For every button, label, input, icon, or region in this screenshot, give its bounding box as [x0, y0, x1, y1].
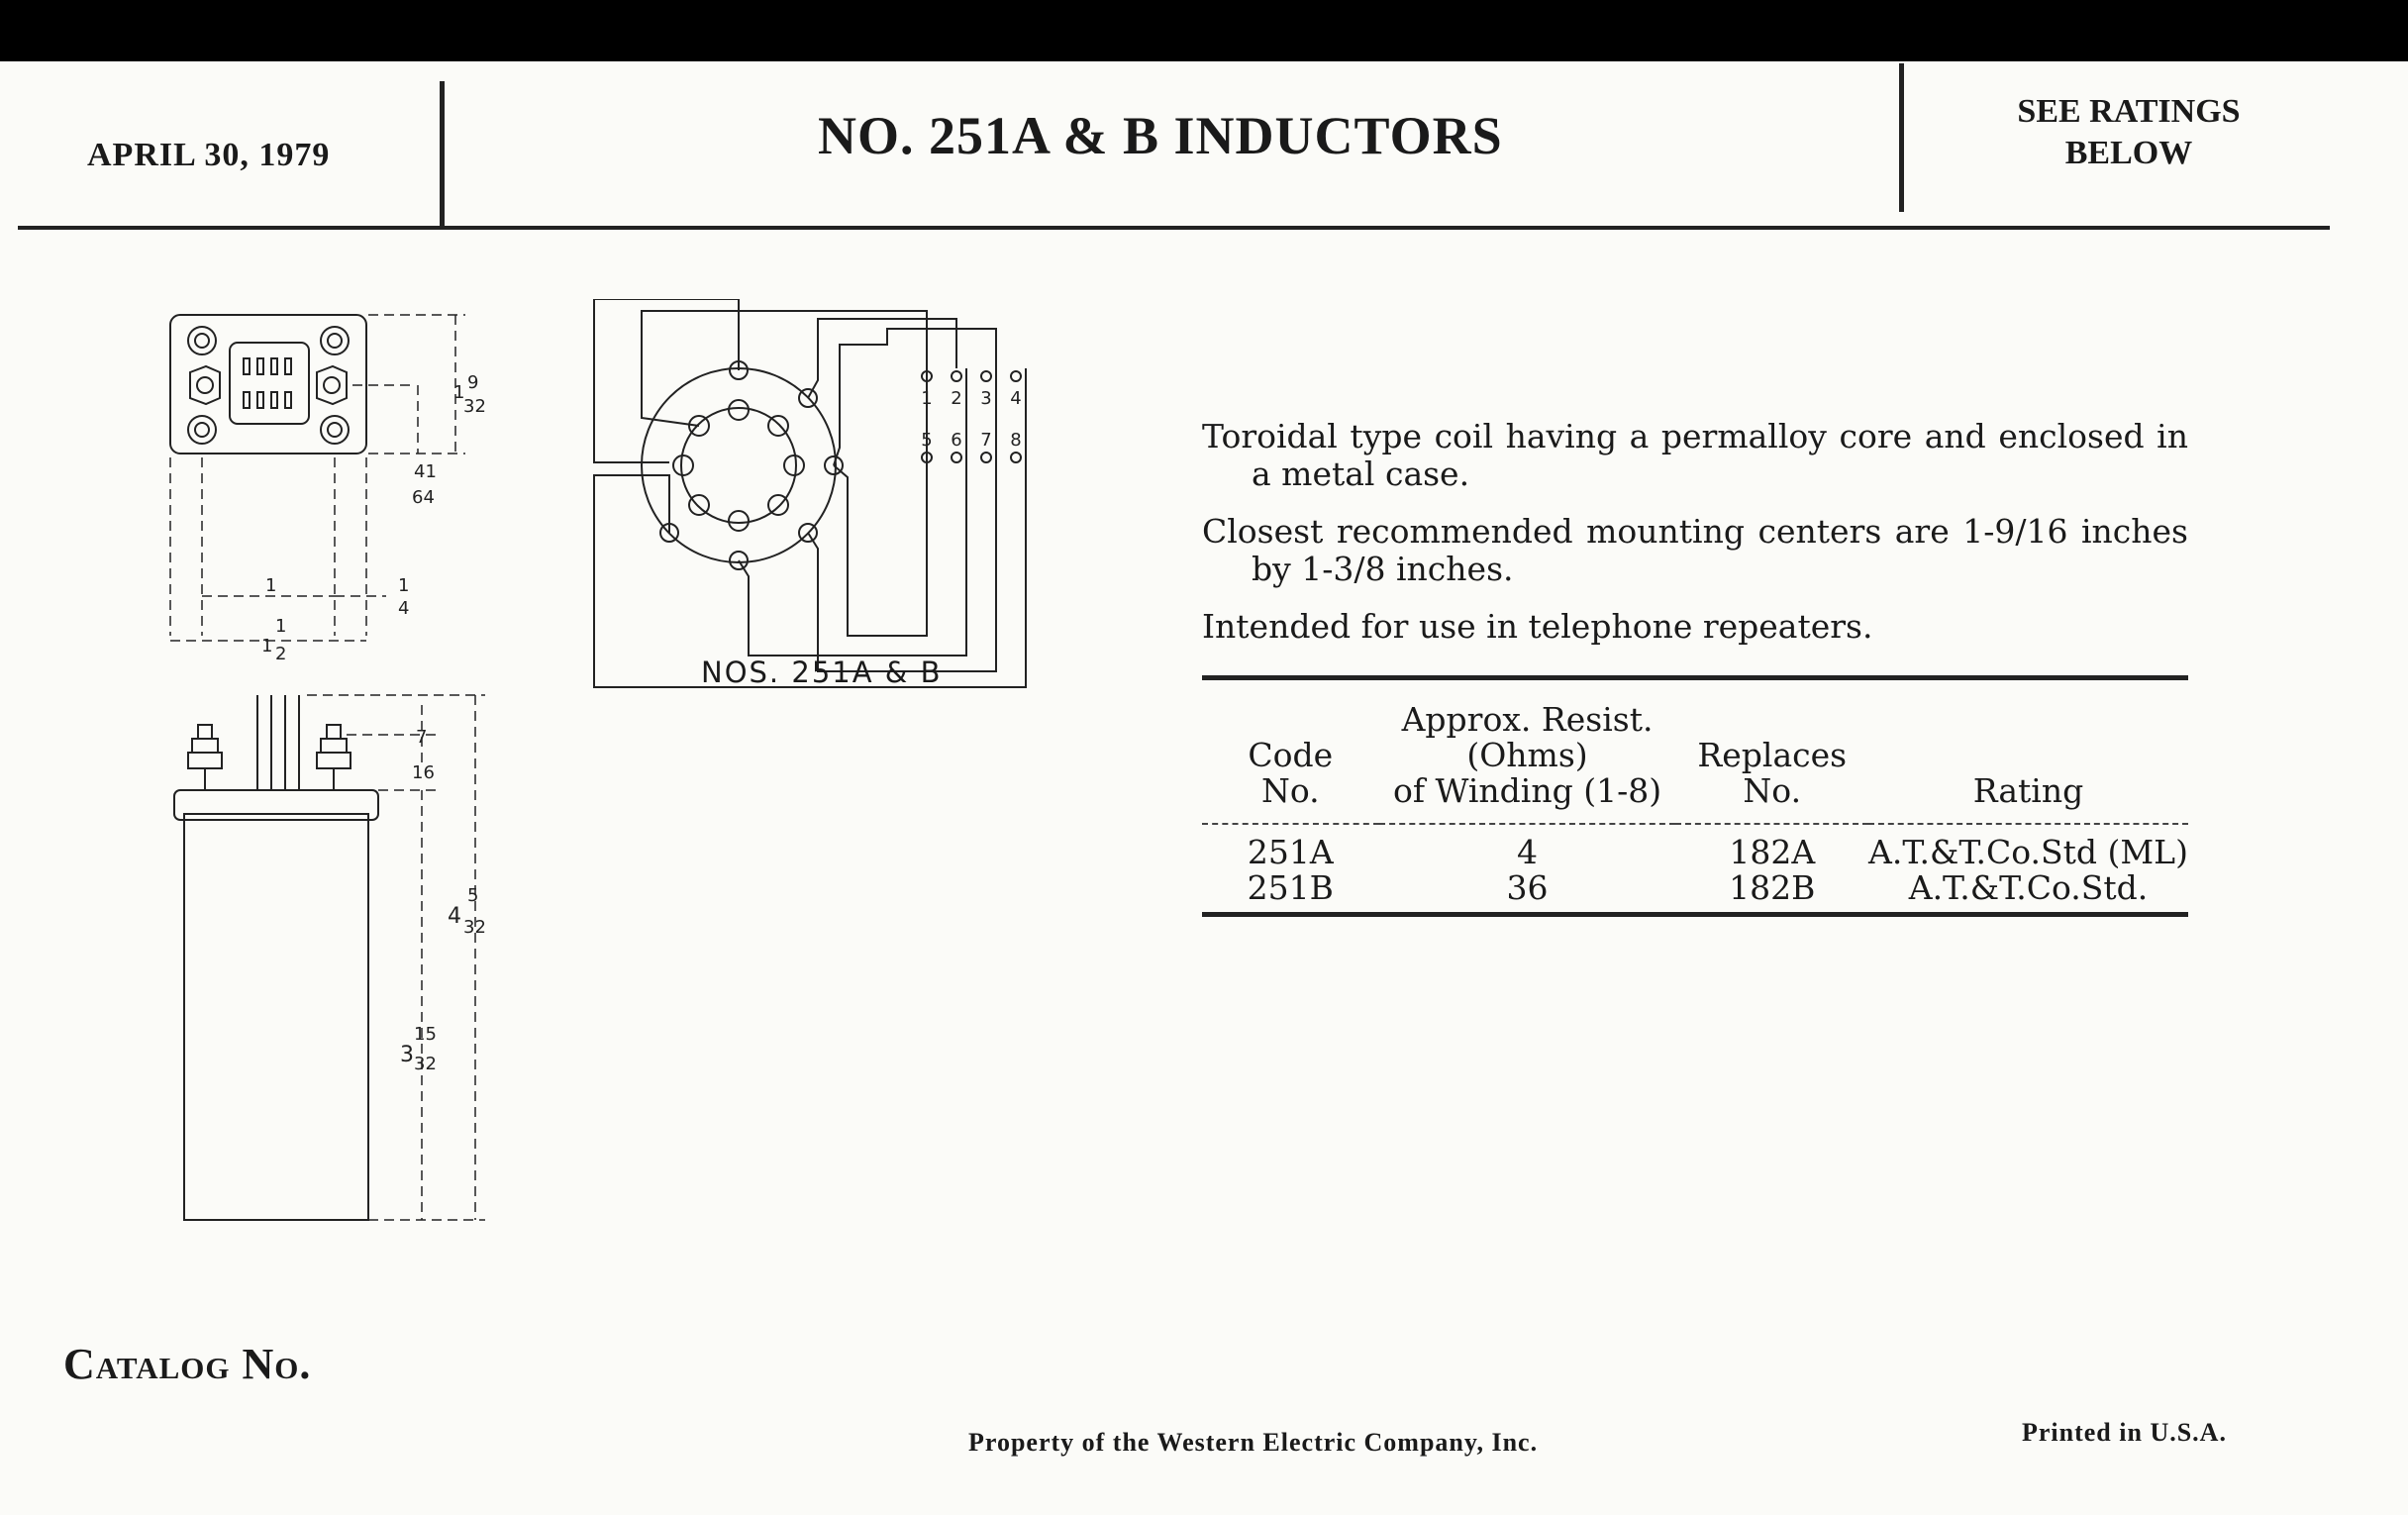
printed-in-notice: Printed in U.S.A.	[2022, 1418, 2227, 1447]
dim-width-whole: 1	[261, 636, 273, 656]
terminal-nut-left	[190, 366, 220, 404]
terminal-label-2: 2	[951, 388, 962, 409]
dim-body-num: 15	[414, 1024, 437, 1045]
cell-rating: A.T.&T.Co.Std.	[1868, 870, 2188, 915]
terminal-label-7: 7	[980, 430, 992, 451]
dim-top-num: 7	[416, 727, 428, 748]
toroid-outer	[642, 368, 836, 562]
dim-height-num: 9	[467, 372, 479, 393]
header-divider-right	[1899, 63, 1904, 212]
dim-quarter-den: 4	[398, 598, 410, 619]
winding-bumps	[660, 361, 843, 569]
dim-height-whole: 1	[453, 382, 465, 403]
can-lid	[174, 790, 378, 820]
mount-hole-tl	[188, 327, 216, 354]
cell-replaces: 182A	[1729, 833, 1816, 871]
inductor-drawings	[149, 299, 525, 1269]
header-bottom-rule	[18, 226, 2330, 230]
description-line-3: Intended for use in telephone repeaters.	[1202, 607, 1873, 646]
page-title: NO. 251A & B INDUCTORS	[818, 106, 1503, 165]
dim-quarter-num: 1	[398, 575, 410, 596]
header-divider-left	[440, 81, 445, 230]
dim-height-den: 32	[463, 396, 486, 417]
cell-code: 251B	[1202, 870, 1379, 915]
ratings-note	[1965, 91, 2292, 174]
ratings-note-line1: SEE RATINGS	[2017, 93, 2241, 130]
catalog-number-label: Catalog No.	[63, 1340, 312, 1388]
pin-slots	[244, 358, 291, 408]
top-view-header	[230, 343, 309, 424]
cell-code: 251A	[1247, 833, 1334, 871]
property-notice: Property of the Western Electric Company, Inc.	[968, 1428, 1539, 1457]
top-view-base	[170, 315, 366, 454]
mount-hole-tr	[321, 327, 349, 354]
dim-total-num: 5	[467, 885, 479, 906]
terminal-nut-right	[317, 366, 347, 404]
dim-width-den: 2	[275, 644, 287, 664]
header-resist: Approx. Resist. (Ohms) of Winding (1-8)	[1379, 678, 1676, 825]
terminal-label-4: 4	[1010, 388, 1022, 409]
cell-resist: 4	[1517, 833, 1539, 871]
dim-top-den: 16	[412, 762, 435, 783]
table-row	[1202, 870, 2188, 915]
header-rating: Rating	[1868, 678, 2188, 825]
terminal-posts	[922, 371, 1021, 462]
dim-spacing: 1	[265, 575, 277, 596]
terminal-label-3: 3	[980, 388, 992, 409]
dim-body-den: 32	[414, 1054, 437, 1074]
header-code: Code No.	[1202, 678, 1379, 825]
description-line-1: Toroidal type coil having a permalloy core and enclosed in a metal case.	[1202, 417, 2188, 493]
header-replaces: Replaces No.	[1675, 678, 1868, 825]
table-row	[1202, 824, 2188, 870]
mount-hole-bl	[188, 416, 216, 444]
cell-resist: 36	[1379, 870, 1676, 915]
terminal-label-5: 5	[921, 430, 933, 451]
dim-inner-den: 64	[412, 487, 435, 508]
cell-rating: A.T.&T.Co.Std (ML)	[1868, 833, 2188, 871]
terminal-label-1: 1	[921, 388, 933, 409]
dim-body-whole: 3	[400, 1043, 414, 1067]
mount-hole-br	[321, 416, 349, 444]
dim-inner-num: 41	[414, 461, 437, 482]
description	[1202, 418, 2188, 665]
terminal-label-8: 8	[1010, 430, 1022, 451]
diagram-caption: NOS. 251A & B	[701, 656, 943, 689]
ratings-note-line2: BELOW	[2064, 135, 2193, 171]
side-terminal-left	[188, 753, 222, 768]
wiring-diagram	[590, 299, 1046, 695]
issue-date: APRIL 30, 1979	[87, 137, 331, 173]
dim-total-den: 32	[463, 917, 486, 938]
specs-header-row	[1202, 678, 2188, 825]
dim-width-num: 1	[275, 616, 287, 637]
catalog-card	[0, 61, 2408, 1515]
cell-replaces: 182B	[1675, 870, 1868, 915]
description-line-2: Closest recommended mounting centers are 1-9/16 inches by 1-3/8 inches.	[1202, 512, 2188, 588]
side-terminal-right	[317, 753, 351, 768]
dim-total-whole: 4	[448, 904, 461, 929]
can-body	[184, 814, 368, 1220]
specs-table	[1202, 675, 2188, 917]
terminal-label-6: 6	[951, 430, 962, 451]
